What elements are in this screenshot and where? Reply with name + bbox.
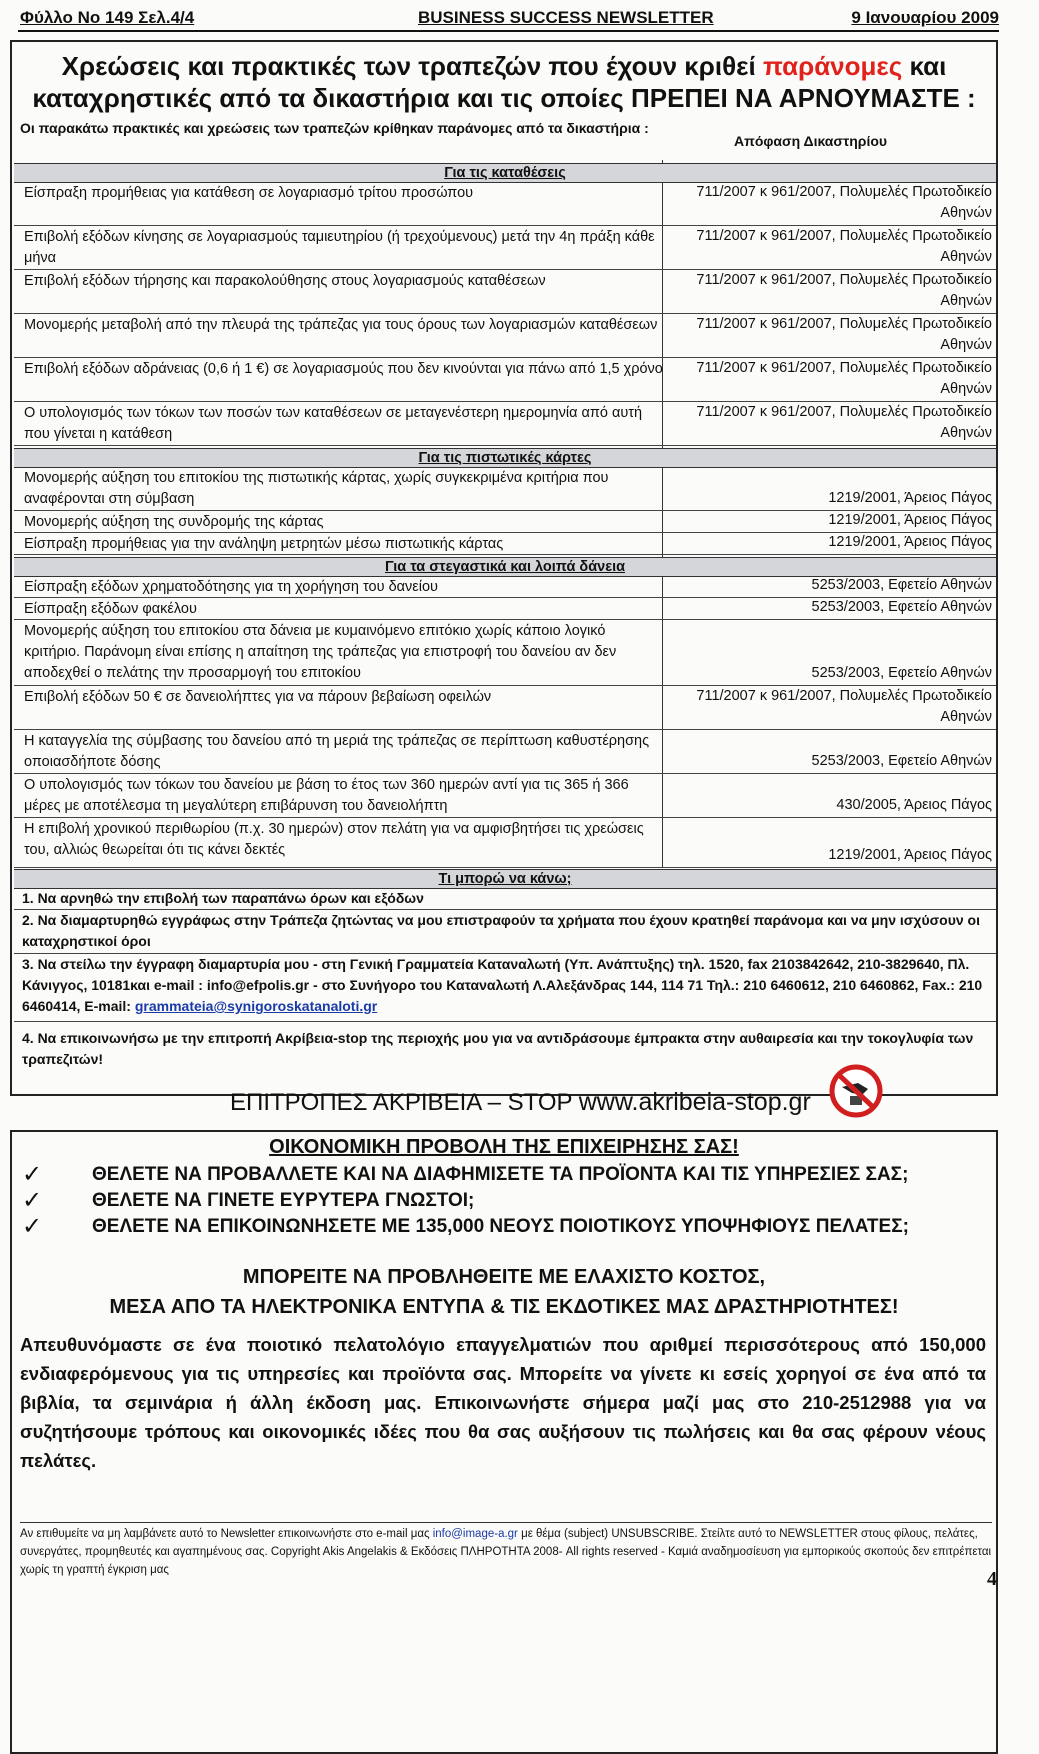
newsletter-title: BUSINESS SUCCESS NEWSLETTER xyxy=(418,8,714,27)
section-cards-label: Για τις πιστωτικές κάρτες xyxy=(418,450,592,466)
row-practice: Μονομερής αύξηση του επιτοκίου της πιστωτικής κάρτας, χωρίς συγκεκριμένα κριτήρια που αναφέρονται στη σύμβαση xyxy=(24,470,609,507)
section-cards xyxy=(14,448,996,468)
table-row xyxy=(14,686,996,730)
row-practice: Η καταγγελία της σύμβασης του δανείου από τη μεριά της τράπεζας σε περίπτωση καθυστέρησης οποιασδήποτε δόσης xyxy=(24,733,650,770)
promo-callout-line-1: ΜΠΟΡΕΙΤΕ ΝΑ ΠΡΟΒΛΗΘΕΙΤΕ ΜΕ ΕΛΑΧΙΣΤΟ ΚΟΣΤΟΣ, xyxy=(242,1266,766,1288)
promo-callout-line-2: ΜΕΣΑ ΑΠΟ ΤΑ ΗΛΕΚΤΡΟΝΙΚΑ ΕΝΤΥΠΑ & ΤΙΣ ΕΚΔΟΤΙΚΕΣ ΜΑΣ ΔΡΑΣΤΗΡΙΟΤΗΤΕΣ! xyxy=(109,1296,899,1318)
table-row xyxy=(14,358,996,402)
row-practice: Μονομερής αύξηση του επιτοκίου στα δάνεια με κυμαινόμενο επιτόκιο χωρίς κάποιο λογικό κριτήριο. Παράνομη είναι επίσης η απαίτηση της τράπεζας για επιστροφή του δανείου αν δεν αποδεχθεί ο πελάτης την προσαρμογή του επιτοκίου xyxy=(24,623,617,681)
table-header xyxy=(14,117,996,162)
promo-question: ΘΕΛΕΤΕ ΝΑ ΠΡΟΒΑΛΛΕΤΕ ΚΑΙ ΝΑ ΔΙΑΦΗΜΙΣΕΤΕ ΤΑ ΠΡΟΪΟΝΤΑ ΚΑΙ ΤΙΣ ΥΠΗΡΕΣΙΕΣ ΣΑΣ; xyxy=(92,1164,909,1185)
row-ruling: 711/2007 κ 961/2007, Πολυμελές Πρωτοδικείο Αθηνών xyxy=(696,688,992,725)
promo-question: ΘΕΛΕΤΕ ΝΑ ΕΠΙΚΟΙΝΩΝΗΣΕΤΕ ΜΕ 135,000 ΝΕΟΥΣ ΠΟΙΟΤΙΚΟΥΣ ΥΠΟΨΗΦΙΟΥΣ ΠΕΛΑΤΕΣ; xyxy=(92,1216,909,1237)
row-practice: Μονομερής μεταβολή από την πλευρά της τράπεζας για τους όρους των λογαριασμών καταθέσεων xyxy=(24,317,658,333)
row-practice: Είσπραξη εξόδων φακέλου xyxy=(24,601,197,617)
section-loans-label: Για τα στεγαστικά και λοιπά δάνεια xyxy=(384,559,626,575)
row-practice: Επιβολή εξόδων τήρησης και παρακολούθησης στους λογαριασμούς καταθέσεων xyxy=(24,273,546,289)
action-3-text: 3. Να στείλω την έγγραφη διαμαρτυρία μου - στη Γενική Γραμματεία Καταναλωτή (Υπ. Ανάπτυξης) τηλ. 1520, fax 2103842642, 210-3829640, Πλ. Κάνιγγος, 10181και e-mail : info@efpolis.gr - στο Συνήγορο του Καταναλωτή Λ.Αλεξάνδρας 144, 114 71 Τηλ.: 210 6460612, 210 6460862, Fax.: 210 6460414, E-mail: xyxy=(22,956,983,1014)
row-ruling: 5253/2003, Εφετείο Αθηνών xyxy=(811,599,992,615)
newsletter-header xyxy=(18,6,999,32)
row-practice: Ο υπολογισμός των τόκων των ποσών των καταθέσεων σε μεταγενέστερη ημερομηνία από αυτή που γίνεται η κατάθεση xyxy=(24,405,643,442)
unsubscribe-email-link[interactable]: info@image-a.gr xyxy=(432,1528,518,1540)
title-part: Χρεώσεις και πρακτικές των τραπεζών που έχουν κριθεί xyxy=(61,51,763,81)
action-item: 1. Να αρνηθώ την επιβολή των παραπάνω όρων και εξόδων xyxy=(14,888,996,910)
row-practice: Είσπραξη προμήθειας για κατάθεση σε λογαριασμό τρίτου προσώπου xyxy=(24,185,474,201)
no-money-sign-icon xyxy=(828,1063,884,1119)
promo-paragraph: Απευθυνόμαστε σε ένα ποιοτικό πελατολόγιο επαγγελματιών που αριθμεί περισσότερους από 150,000 ενδιαφερόμενους για τις υπηρεσίες και προϊόντα σας. Μπορείτε να γίνετε κι εσείς χορηγοί σε ένα από τα βιβλία, τα σεμινάρια ή άλλη έκδοση μας. Επικοινωνήστε σήμερα μαζί μας στο 210-2512988 για να συζητήσουμε τρόπους και οικονομικές ιδέες που θα σας αυξήσουν τις πωλήσεις και θα σας φέρουν νέους πελάτες. xyxy=(20,1334,986,1471)
table-row xyxy=(14,533,996,555)
table-row xyxy=(14,182,996,226)
table-header-ruling: Απόφαση Δικαστηρίου xyxy=(734,133,888,149)
table-row xyxy=(14,511,996,533)
row-ruling: 1219/2001, Άρειος Πάγος xyxy=(828,847,992,863)
row-practice: Επιβολή εξόδων αδράνειας (0,6 ή 1 €) σε λογαριασμούς που δεν κινούνται για πάνω από 1,5 χρόνο xyxy=(24,361,663,377)
table-row xyxy=(14,467,996,511)
consumer-ombudsman-email-link[interactable]: grammateia@synigoroskatanaloti.gr xyxy=(134,998,378,1014)
stop-website: www.akribeia-stop.gr xyxy=(578,1088,811,1116)
action-item: 2. Να διαμαρτυρηθώ εγγράφως στην Τράπεζα ζητώντας να μου επιστραφούν τα χρήματα που έχουν κρατηθεί παράνομα και να μην ισχύσουν οι καταχρηστικοί όροι xyxy=(14,910,996,954)
row-ruling: 711/2007 κ 961/2007, Πολυμελές Πρωτοδικείο Αθηνών xyxy=(696,184,992,221)
check-icon: ✓ xyxy=(22,1187,43,1214)
row-ruling: 711/2007 κ 961/2007, Πολυμελές Πρωτοδικείο Αθηνών xyxy=(696,316,992,353)
footer-text-b: με θέμα (subject) UNSUBSCRIBE. Στείλτε αυτό το NEWSLETTER στους φίλους, πελάτες, συνεργάτες, προμηθευτές και αγαπημένους σας. Copyright Akis Angelakis & Εκδόσεις ΠΛΗΡΟΤΗΤΑ 2008- All rights reserved - Καμιά αναδημοσίευση για εμπορικούς σκοπούς δεν επιτρέπεται χωρίς τη γραπτή έγκριση μας xyxy=(20,1528,992,1576)
table-row xyxy=(14,620,996,686)
title-line-2: καταχρηστικές από τα δικαστήρια και τις οποίες ΠΡΕΠΕΙ ΝΑ ΑΡΝΟΥΜΑΣΤΕ : xyxy=(32,83,976,113)
check-icon: ✓ xyxy=(22,1161,43,1188)
row-practice: Ο υπολογισμός των τόκων του δανείου με βάση το έτος των 360 ημερών αντί για τις 365 ή 366 μέρες με αποτέλεσμα τη μεγαλύτερη επιβάρυνση του δανειολήπτη xyxy=(24,777,629,814)
row-ruling: 5253/2003, Εφετείο Αθηνών xyxy=(811,753,992,769)
promo-callout xyxy=(10,1262,998,1322)
table-row xyxy=(14,730,996,774)
row-ruling: 5253/2003, Εφετείο Αθηνών xyxy=(811,577,992,593)
section-deposits-label: Για τις καταθέσεις xyxy=(444,165,566,181)
row-practice: Επιβολή εξόδων 50 € σε δανειολήπτες για να πάρουν βεβαίωση οφειλών xyxy=(24,689,492,705)
row-ruling: 1219/2001, Άρειος Πάγος xyxy=(828,490,992,506)
row-practice: Μονομερής αύξηση της συνδρομής της κάρτας xyxy=(24,514,324,530)
title-part-end: και xyxy=(902,51,947,81)
row-practice: Είσπραξη εξόδων χρηματοδότησης για τη χορήγηση του δανείου xyxy=(24,579,438,595)
row-ruling: 711/2007 κ 961/2007, Πολυμελές Πρωτοδικείο Αθηνών xyxy=(696,272,992,309)
row-ruling: 1219/2001, Άρειος Πάγος xyxy=(828,534,992,550)
row-practice: Επιβολή εξόδων κίνησης σε λογαριασμούς ταμιευτηρίου (ή τρεχούμενους) μετά την 4η πράξη κάθε μήνα xyxy=(24,229,655,266)
row-ruling: 711/2007 κ 961/2007, Πολυμελές Πρωτοδικείο Αθηνών xyxy=(696,404,992,441)
table-row xyxy=(14,576,996,598)
row-practice: Η επιβολή χρονικού περιθωρίου (π.χ. 30 ημερών) στον πελάτη για να αμφισβητήσει τις χρεώσεις του, αλλιώς θεωρείται ότι τις κάνει δεκτές xyxy=(24,821,644,858)
footer xyxy=(20,1522,992,1579)
section-actions-label: Τι μπορώ να κάνω; xyxy=(438,871,572,887)
section-deposits xyxy=(14,163,996,183)
issue-label: Φύλλο Νο 149 Σελ.4/4 xyxy=(20,8,195,27)
check-icon: ✓ xyxy=(22,1213,43,1240)
table-row xyxy=(14,818,996,868)
row-practice: Είσπραξη προμήθειας για την ανάληψη μετρητών μέσω πιστωτικής κάρτας xyxy=(24,536,504,552)
table-header-practices: Οι παρακάτω πρακτικές και χρεώσεις των τραπεζών κρίθηκαν παράνομες από τα δικαστήρια : xyxy=(20,120,649,136)
promo-question: ΘΕΛΕΤΕ ΝΑ ΓΙΝΕΤΕ ΕΥΡΥΤΕΡΑ ΓΝΩΣΤΟΙ; xyxy=(92,1190,475,1211)
table-row xyxy=(14,774,996,818)
action-item xyxy=(14,954,996,1022)
row-ruling: 711/2007 κ 961/2007, Πολυμελές Πρωτοδικείο Αθηνών xyxy=(696,360,992,397)
row-ruling: 711/2007 κ 961/2007, Πολυμελές Πρωτοδικείο Αθηνών xyxy=(696,228,992,265)
page-number: 4 xyxy=(987,1568,997,1590)
row-ruling: 1219/2001, Άρειος Πάγος xyxy=(828,512,992,528)
footer-text-a: Αν επιθυμείτε να μη λαμβάνετε αυτό το Newsletter επικοινωνήστε στο e-mail μας xyxy=(20,1528,433,1540)
promo-heading: ΟΙΚΟΝΟΜΙΚΗ ΠΡΟΒΟΛΗ ΤΗΣ ΕΠΙΧΕΙΡΗΣΗΣ ΣΑΣ! xyxy=(269,1136,739,1158)
title-highlight: παράνομες xyxy=(762,51,903,81)
action-item: 4. Να επικοινωνήσω με την επιτροπή Ακρίβεια-stop της περιοχής μου για να αντιδράσουμε έμπρακτα στην αυθαιρεσία και την τοκογλυφία των τραπεζιτών! xyxy=(22,1030,974,1067)
article-title xyxy=(10,50,998,114)
table-row xyxy=(14,314,996,358)
section-actions xyxy=(14,869,996,889)
table-row xyxy=(14,270,996,314)
issue-date: 9 Ιανουαρίου 2009 xyxy=(851,8,999,27)
section-loans xyxy=(14,557,996,577)
akribeia-stop-line xyxy=(230,1088,811,1117)
row-ruling: 5253/2003, Εφετείο Αθηνών xyxy=(811,665,992,681)
table-row xyxy=(14,598,996,620)
row-ruling: 430/2005, Άρειος Πάγος xyxy=(836,797,992,813)
stop-label: ΕΠΙΤΡΟΠΕΣ ΑΚΡΙΒΕΙΑ – STOP xyxy=(230,1089,579,1116)
table-row xyxy=(14,226,996,270)
table-row xyxy=(14,402,996,446)
